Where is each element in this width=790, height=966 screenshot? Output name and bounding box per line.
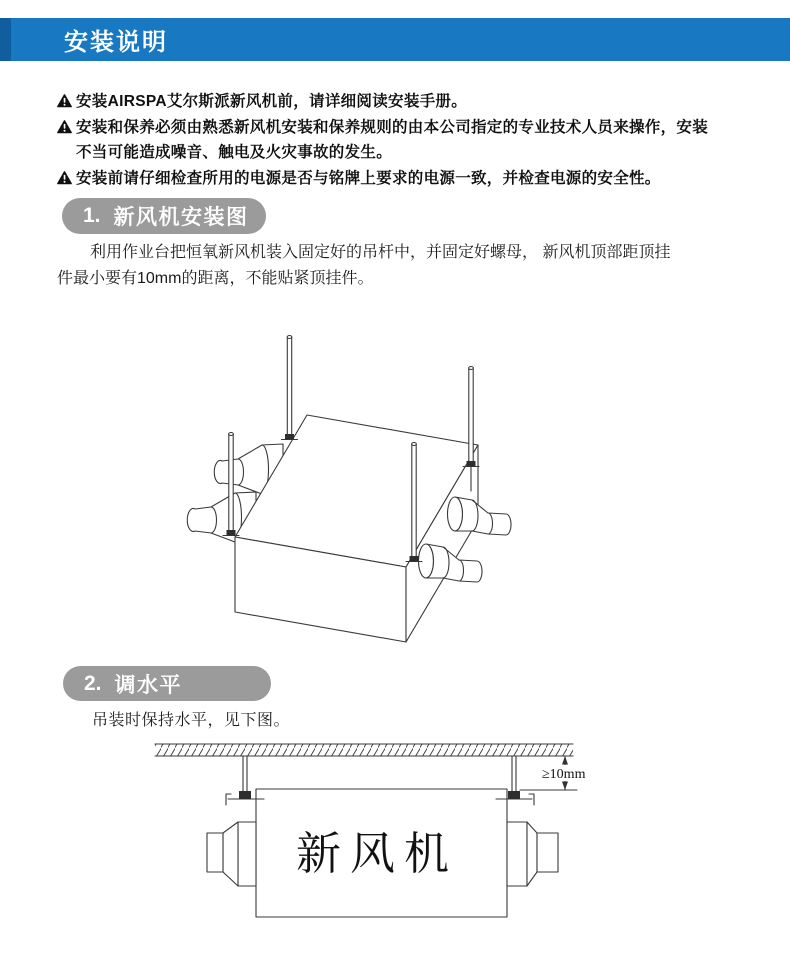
warning-triangle-icon xyxy=(57,94,72,113)
leveling-diagram xyxy=(140,735,650,935)
installation-isometric-diagram xyxy=(150,320,610,655)
ceiling-hatch xyxy=(155,744,573,756)
paragraph-line: 利用作业台把恒氧新风机装入固定好的吊杆中，并固定好螺母， 新风机顶部距顶挂 xyxy=(90,244,671,261)
section-number: 2. xyxy=(84,671,102,695)
warning-text-line: 安装AIRSPA艾尔斯派新风机前，请详细阅读安装手册。 xyxy=(76,93,468,110)
section-1-heading xyxy=(62,198,266,234)
unit-label: 新风机 xyxy=(295,829,459,879)
section-2-paragraph xyxy=(92,707,290,730)
section-title: 新风机安装图 xyxy=(113,206,249,229)
duct-connector-left xyxy=(207,822,256,886)
warning-item xyxy=(57,89,772,115)
warning-item xyxy=(57,166,772,192)
header-accent-strip xyxy=(0,18,11,61)
warning-text-line: 安装和保养必须由熟悉新风机安装和保养规则的由本公司指定的专业技术人员来操作，安装 xyxy=(76,118,709,136)
warning-triangle-icon xyxy=(57,120,72,139)
warning-triangle-icon xyxy=(57,171,72,190)
dimension-annotation xyxy=(520,756,586,790)
duct-connector-right xyxy=(448,497,512,535)
warnings-list xyxy=(57,89,772,192)
paragraph-line: 吊装时保持水平，见下图。 xyxy=(92,712,291,729)
warning-text-line: 安装前请仔细检查所用的电源是否与铭牌上要求的电源一致，并检查电源的安全性。 xyxy=(76,170,661,188)
warning-text-line: 不当可能造成噪音、触电及火灾事故的发生。 xyxy=(76,144,393,162)
duct-connector-right xyxy=(507,822,558,886)
warning-item xyxy=(57,115,772,166)
page-title: 安装说明 xyxy=(64,29,168,56)
section-1-paragraph xyxy=(57,240,767,292)
header-bar xyxy=(0,18,790,61)
section-2-heading xyxy=(63,666,271,701)
paragraph-line: 件最小要有10mm的距离，不能贴紧顶挂件。 xyxy=(57,270,374,287)
dimension-label: ≥10mm xyxy=(542,767,586,782)
section-number: 1. xyxy=(83,204,101,227)
section-title: 调水平 xyxy=(114,673,183,697)
